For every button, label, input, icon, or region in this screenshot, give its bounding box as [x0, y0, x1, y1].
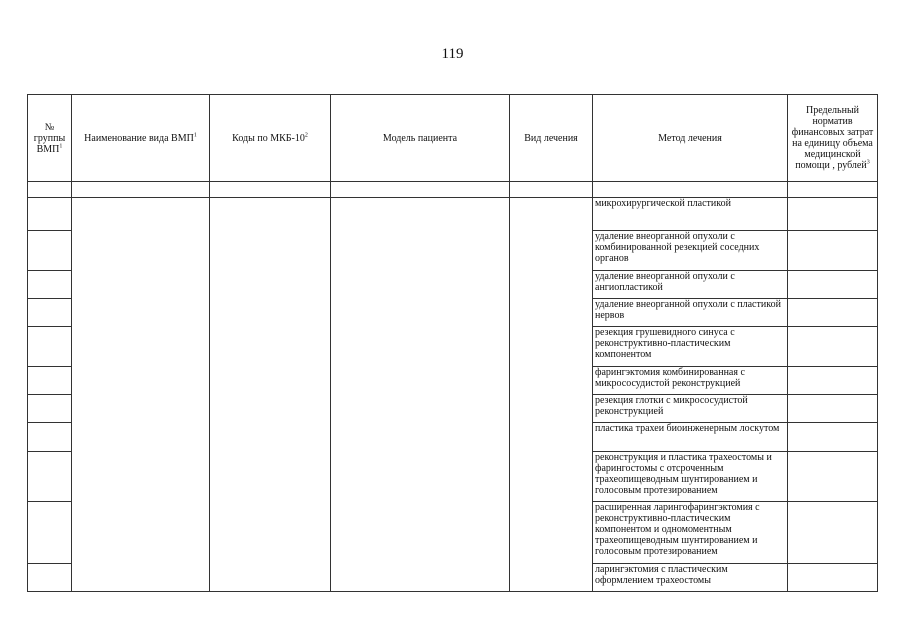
vmp-table [27, 94, 878, 592]
method-cell: удаление внеорганной опухоли с пластикой нервов [593, 299, 788, 327]
cell-codes-merged [210, 198, 331, 592]
header-name: Наименование вида ВМП$^1$ [72, 95, 210, 182]
table-row [28, 198, 878, 231]
method-cell: ларингэктомия с пластическим оформлением трахеостомы [593, 564, 788, 592]
header-group: № группы ВМП$^1$ [28, 95, 72, 182]
method-cell: микрохирургической пластикой [593, 198, 788, 231]
header-row [28, 95, 878, 182]
page-number: 119 [441, 46, 464, 62]
header-model: Модель пациента [331, 95, 510, 182]
method-cell: удаление внеорганной опухоли с комбинированной резекцией соседних органов [593, 231, 788, 271]
method-cell: реконструкция и пластика трахеостомы и фарингостомы с отсроченным трахеопищеводным шунтированием и голосовым протезированием [593, 452, 788, 502]
method-cell: удаление внеорганной опухоли с ангиопластикой [593, 271, 788, 299]
header-norm: Предельный норматив финансовых затрат на единицу объема медицинской помощи , рублей$^3$ [788, 95, 878, 182]
method-cell: расширенная ларингофарингэктомия с реконструктивно-пластическим компонентом и одномоментным трахеопищеводным шунтированием и голосовым протезированием [593, 502, 788, 564]
header-method: Метод лечения [593, 95, 788, 182]
cell-model-merged [331, 198, 510, 592]
method-cell: фарингэктомия комбинированная с микрососудистой реконструкцией [593, 367, 788, 395]
header-type: Вид лечения [510, 95, 593, 182]
method-cell: резекция грушевидного синуса с реконструктивно-пластическим компонентом [593, 327, 788, 367]
cell-type-merged [510, 198, 593, 592]
method-cell: пластика трахеи биоинженерным лоскутом [593, 423, 788, 452]
cell-name-merged [72, 198, 210, 592]
spacer-row [28, 182, 878, 198]
method-cell: резекция глотки с микрососудистой реконструкцией [593, 395, 788, 423]
header-codes: Коды по МКБ-$10^2$ [210, 95, 331, 182]
